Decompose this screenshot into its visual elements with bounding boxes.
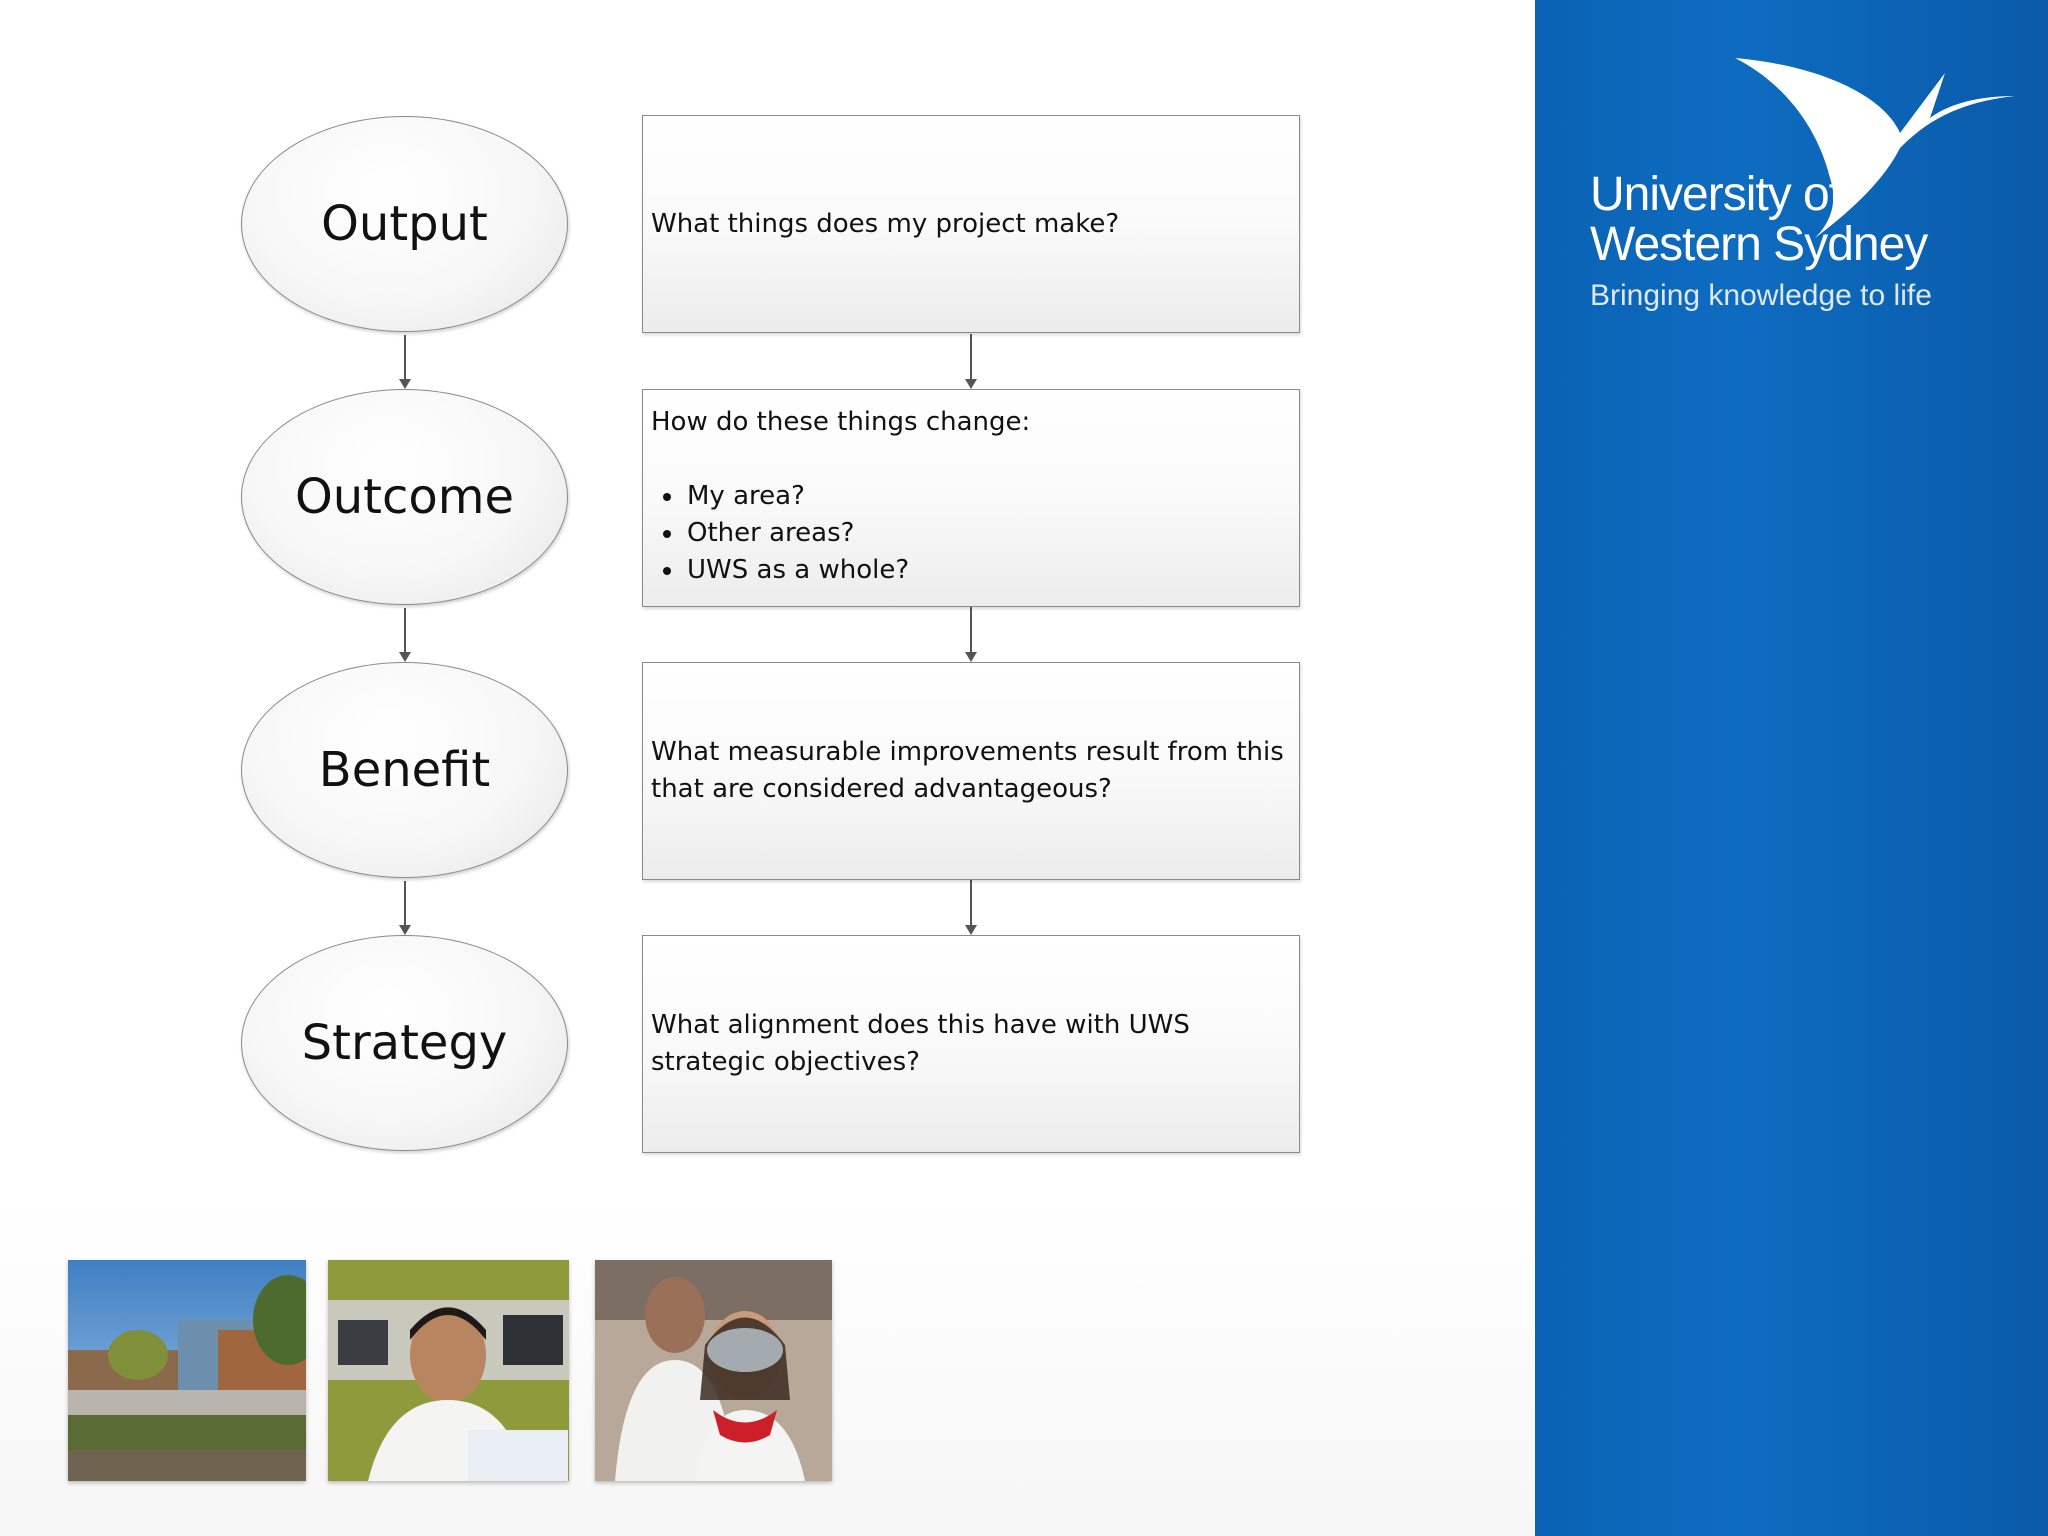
branding-panel (1535, 0, 2048, 1536)
stage-benefit (241, 662, 568, 878)
question-box-strategy (642, 935, 1300, 1153)
arrowhead (399, 652, 411, 662)
stage-output (241, 116, 568, 332)
arrowhead (965, 652, 977, 662)
arrowhead (965, 379, 977, 389)
uws-logo-text (1590, 170, 1932, 316)
stage-label: Outcome (294, 469, 515, 525)
question-bullet-list (651, 478, 1030, 589)
arrowhead (399, 925, 411, 935)
question-text: What measurable improvements result from this that are considered advantageous? (651, 737, 1284, 804)
campus-photo (68, 1260, 306, 1481)
stage-label: Benefit (318, 742, 491, 798)
question-text: What alignment does this have with UWS strategic objectives? (651, 1010, 1190, 1077)
arrowhead (399, 379, 411, 389)
question-text: What things does my project make? (651, 208, 1120, 239)
lab-students-photo (595, 1260, 832, 1481)
logo-line-2: Western Sydney (1590, 218, 1928, 271)
question-box-outcome (642, 389, 1300, 607)
list-item: • Other areas? (685, 515, 1030, 552)
stage-label: Output (321, 196, 488, 252)
logo-line-1: University of (1590, 168, 1842, 221)
list-item: • UWS as a whole? (685, 552, 1030, 589)
stage-strategy (241, 935, 568, 1151)
stage-label: Strategy (301, 1015, 508, 1071)
logo-tagline: Bringing knowledge to life (1590, 279, 1932, 312)
list-item: • My area? (685, 478, 1030, 515)
question-box-benefit (642, 662, 1300, 880)
question-intro: How do these things change: (651, 407, 1031, 437)
student-photo (328, 1260, 569, 1481)
arrowhead (965, 925, 977, 935)
question-box-output (642, 115, 1300, 333)
stage-outcome (241, 389, 568, 605)
